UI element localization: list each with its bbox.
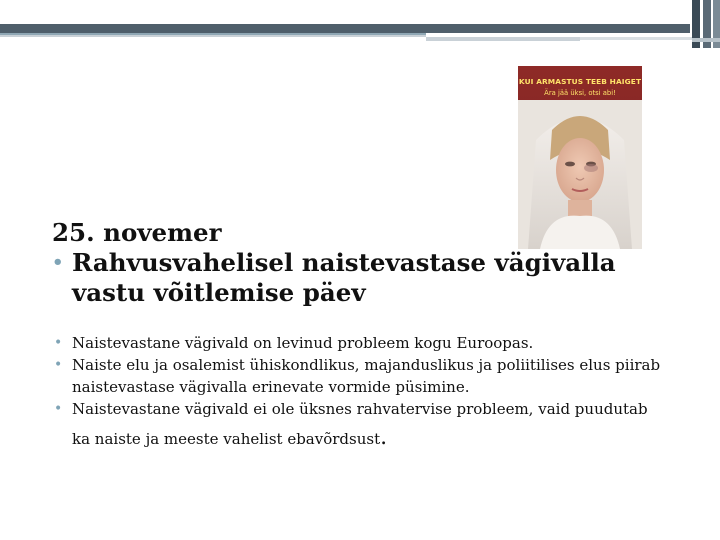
bullet-icon: • <box>52 252 64 273</box>
title-event-line1: Rahvusvahelisel naistevastase vägivalla <box>72 248 616 277</box>
final-period: . <box>380 425 388 450</box>
poster-subline: Ära jää üksi, otsi abi! <box>544 89 616 97</box>
header-bar-accent <box>0 33 426 35</box>
list-item-text: Naistevastane vägivald on levinud probleem kogu Euroopas. <box>72 334 534 352</box>
title-event-line2: vastu võitlemise päev <box>72 278 366 307</box>
slide-title <box>52 218 672 308</box>
title-event <box>52 248 672 308</box>
bullet-icon: • <box>54 357 63 373</box>
list-item <box>52 354 692 398</box>
list-item-text: Naistevastane vägivald ei ole üksnes rahvatervise probleem, vaid puudutab <box>72 400 648 418</box>
list-item-text: Naiste elu ja osalemist ühiskondlikus, majanduslikus ja poliitilises elus piirab naistevastase vägivalla erinevate vormide püsimine. <box>72 356 661 396</box>
poster-headline: KUI ARMASTUS TEEB HAIGET <box>518 77 642 86</box>
bullet-list <box>52 332 692 450</box>
list-item <box>52 332 692 354</box>
corner-line <box>692 38 720 42</box>
title-date: 25. novemer <box>52 218 222 247</box>
list-item-continuation <box>72 425 692 450</box>
bullet-icon: • <box>54 335 63 351</box>
list-item <box>52 398 692 450</box>
header-bar-dark <box>0 24 690 33</box>
header-bar-light-end <box>580 37 694 40</box>
header-bar-light-step <box>426 37 580 41</box>
poster-header <box>518 66 642 102</box>
bullet-icon: • <box>54 401 63 417</box>
list-item-last-line: ka naiste ja meeste vahelist ebavõrdsust <box>72 430 381 448</box>
